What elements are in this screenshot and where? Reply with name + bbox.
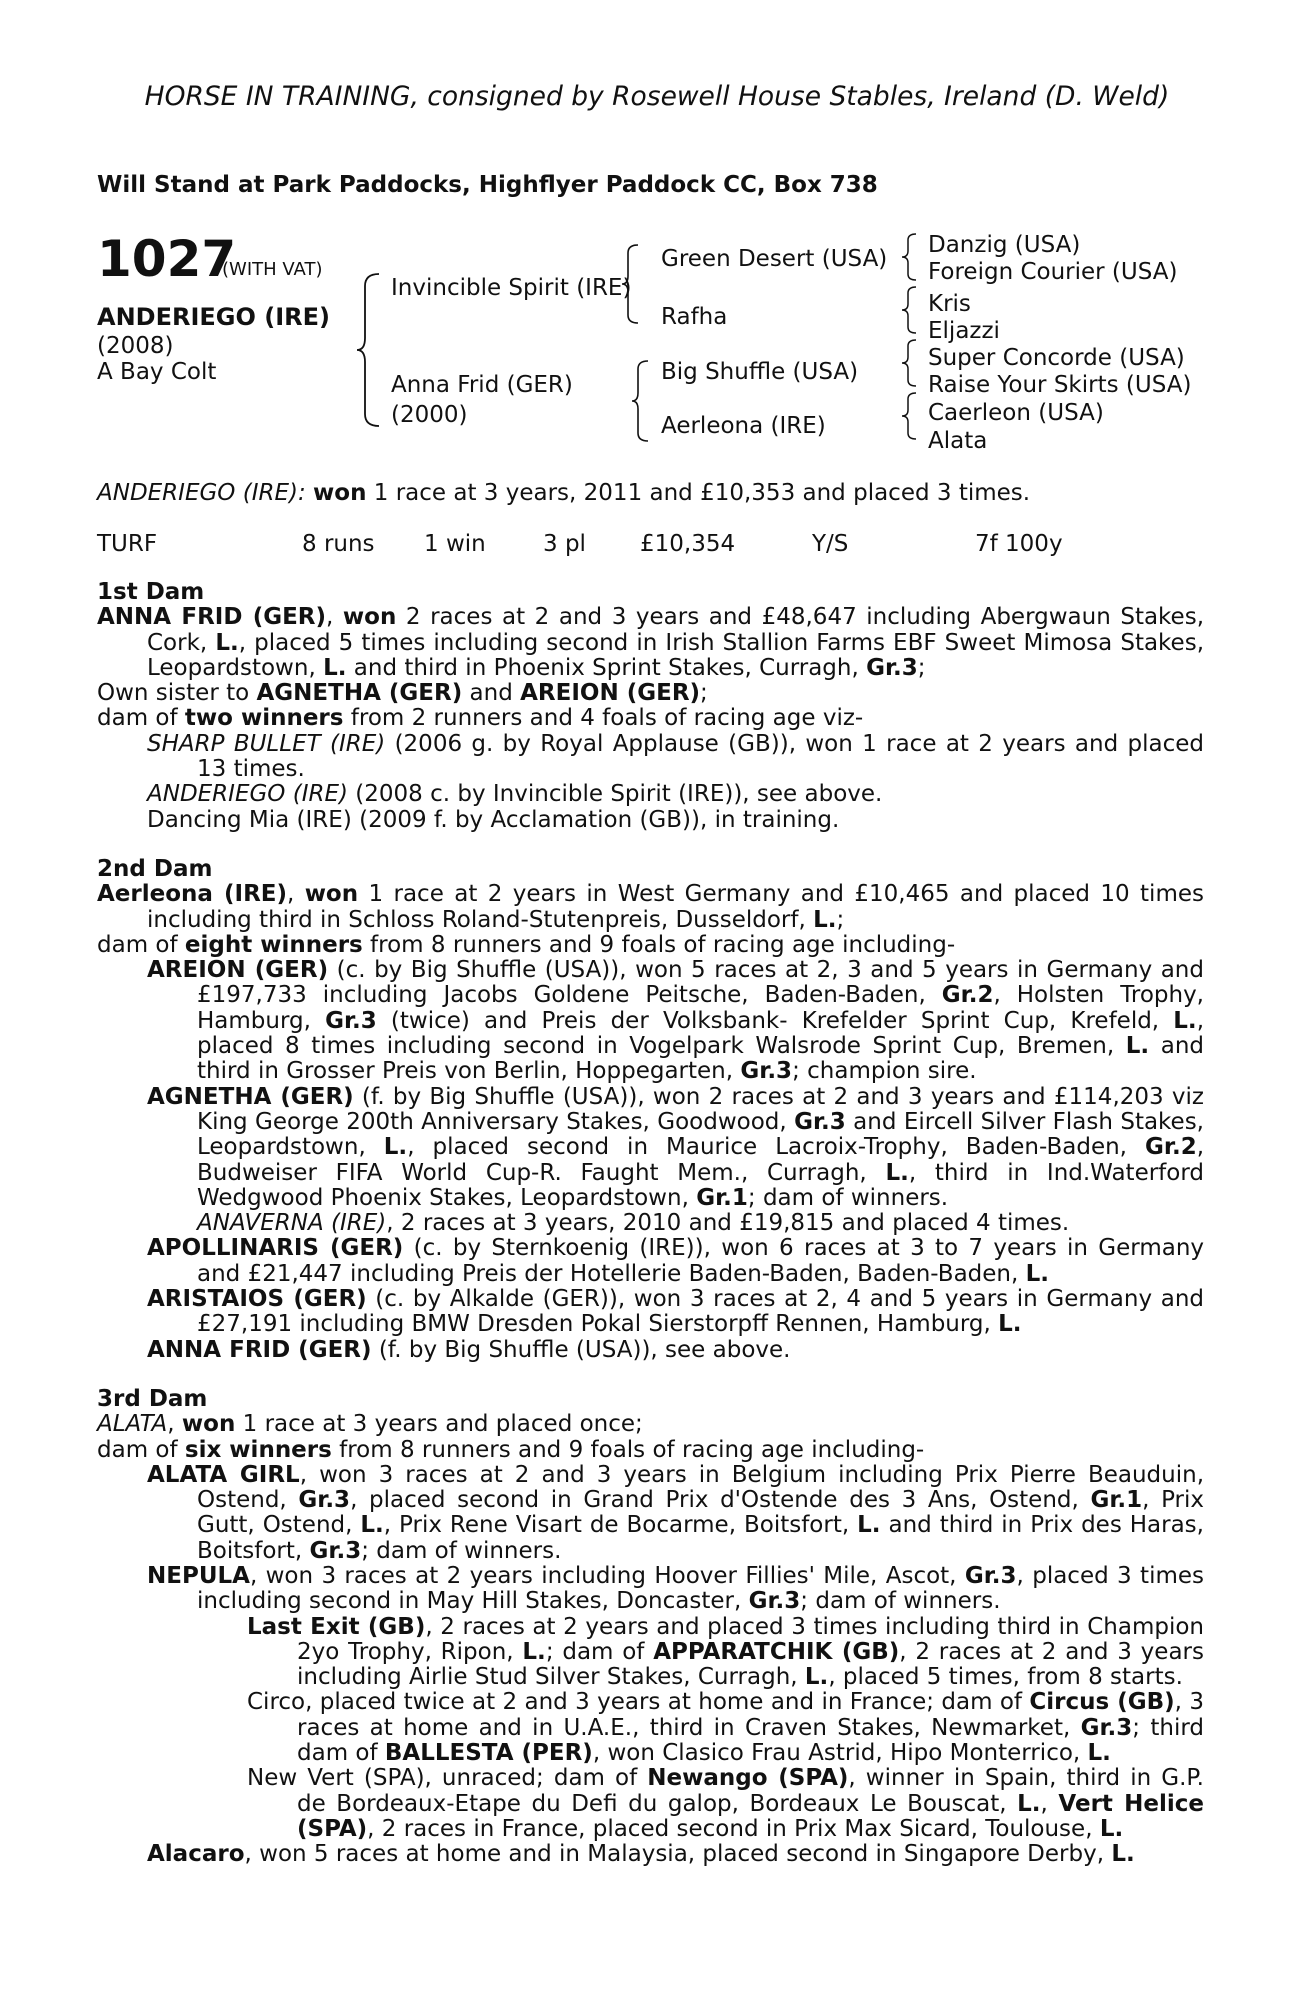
- pedigree-g3-8: Alata: [928, 428, 988, 454]
- second-dam-offspring: AGNETHA (GER) (f. by Big Shuffle (USA)), won 2 races at 2 and 3 years and £114,203 viz King George 200th Anniversary Stakes, Goodwood, Gr.3 and Eircell Silver Flash Stakes, Leopardstown, L., placed second in Maurice Lacroix-Trophy, Baden-Baden, Gr.2, Budweiser FIFA World Cup-R. Faught Mem., Curragh, L., third in Ind.Waterford Wedgwood Phoenix Stakes, Leopardstown, Gr.1; dam of winners.: [147, 1083, 1205, 1211]
- second-dam-offspring: ANNA FRID (GER) (f. by Big Shuffle (USA)), see above.: [147, 1336, 791, 1363]
- first-dam-heading: 1st Dam: [97, 579, 205, 605]
- pedigree-g3-5: Super Concorde (USA): [928, 345, 1185, 371]
- lot-number: 1027: [97, 230, 237, 288]
- first-dam-offspring: ANDERIEGO (IRE) (2008 c. by Invincible Spirit (IRE)), see above.: [147, 781, 883, 808]
- second-dam-heading: 2nd Dam: [97, 855, 213, 882]
- first-dam-offspring: SHARP BULLET (IRE) (2006 g. by Royal Applause (GB)), won 1 race at 2 years and placed 13 times.: [147, 730, 1204, 783]
- turf-ys: Y/S: [812, 531, 849, 557]
- second-dam-offspring: AREION (GER) (c. by Big Shuffle (USA)), won 5 races at 2, 3 and 5 years in Germany and £197,733 including Jacobs Goldene Peitsche, Baden-Baden, Gr.2, Holsten Trophy, Hamburg, Gr.3 (twice) and Preis der Volksbank- Krefelder Sprint Cup, Krefeld, L., placed 8 times including second in Vogelpark Walsrode Sprint Cup, Bremen, L. and third in Grosser Preis von Berlin, Hoppegarten, Gr.3; champion sire.: [147, 957, 1204, 1085]
- page-title: HORSE IN TRAINING, consigned by Rosewell House Stables, Ireland (D. Weld): [144, 81, 1170, 112]
- pedigree-sire-dam: Rafha: [661, 304, 728, 330]
- pedigree-sire: Invincible Spirit (IRE): [391, 275, 632, 301]
- third-dam-grandoffspring: Last Exit (GB), 2 races at 2 years and placed 3 times including third in Champion 2yo Trophy, Ripon, L.; dam of APPARATCHIK (GB), 2 races at 2 and 3 years including Airlie Stud Silver Stakes, Curragh, L., placed 5 times, from 8 starts.: [247, 1613, 1204, 1691]
- pedigree-dam: Anna Frid (GER): [391, 372, 573, 398]
- second-dam-produce: dam of eight winners from 8 runners and 9 foals of racing age including-: [97, 931, 956, 958]
- pedigree-brace-g3-4: [900, 391, 920, 441]
- third-dam-offspring: Alacaro, won 5 races at home and in Malaysia, placed second in Singapore Derby, L.: [147, 1841, 1135, 1868]
- race-summary: ANDERIEGO (IRE): won 1 race at 3 years, 2011 and £10,353 and placed 3 times.: [97, 480, 1031, 506]
- first-dam-offspring: Dancing Mia (IRE) (2009 f. by Acclamation (GB)), in training.: [147, 806, 840, 833]
- second-dam-entry: Aerleona (IRE), won 1 race at 2 years in West Germany and £10,465 and placed 10 times including third in Schloss Roland-Stutenpreis, Dusseldorf, L.;: [97, 881, 1204, 933]
- third-dam-offspring: ALATA GIRL, won 3 races at 2 and 3 years in Belgium including Prix Pierre Beauduin, Ostend, Gr.3, placed second in Grand Prix d'Ostende des 3 Ans, Ostend, Gr.1, Prix Gutt, Ostend, L., Prix Rene Visart de Bocarme, Boitsfort, L. and third in Prix des Haras, Boitsfort, Gr.3; dam of winners.: [147, 1461, 1205, 1564]
- pedigree-dam-sire: Big Shuffle (USA): [661, 359, 859, 385]
- second-dam-grandoffspring: ANAVERNA (IRE), 2 races at 3 years, 2010 and £19,815 and placed 4 times.: [197, 1210, 1070, 1237]
- pedigree-g3-3: Kris: [928, 291, 971, 317]
- third-dam-produce: dam of six winners from 8 runners and 9 foals of racing age including-: [97, 1436, 925, 1463]
- turf-distance: 7f 100y: [975, 531, 1063, 557]
- second-dam-offspring: APOLLINARIS (GER) (c. by Sternkoenig (IRE)), won 6 races at 3 to 7 years in Germany and £21,447 including Preis der Hotellerie Baden-Baden, Baden-Baden, L.: [147, 1235, 1205, 1287]
- turf-wins: 1 win: [424, 531, 486, 557]
- third-dam-heading: 3rd Dam: [97, 1385, 208, 1412]
- pedigree-brace-g3-3: [900, 338, 920, 388]
- second-dam-offspring: ARISTAIOS (GER) (c. by Alkalde (GER)), won 3 races at 2, 4 and 5 years in Germany and £27,191 including BMW Dresden Pokal Sierstorpff Rennen, Hamburg, L.: [147, 1286, 1204, 1338]
- vat-note: (WITH VAT): [222, 259, 323, 280]
- pedigree-g3-6: Raise Your Skirts (USA): [928, 372, 1192, 398]
- pedigree-g3-1: Danzig (USA): [928, 232, 1081, 258]
- turf-label: TURF: [97, 531, 158, 557]
- third-dam-grandoffspring: New Vert (SPA), unraced; dam of Newango (SPA), winner in Spain, third in G.P. de Bordeaux-Etape du Defi du galop, Bordeaux Le Bouscat, L., Vert Helice (SPA), 2 races in France, placed second in Prix Max Sicard, Toulouse, L.: [247, 1765, 1205, 1842]
- first-dam-entry: ANNA FRID (GER), won 2 races at 2 and 3 years and £48,647 including Abergwaun Stakes, Cork, L., placed 5 times including second in Irish Stallion Farms EBF Sweet Mimosa Stakes, Leopardstown, L. and third in Phoenix Sprint Stakes, Curragh, Gr.3;: [97, 604, 1205, 681]
- horse-description: A Bay Colt: [97, 359, 217, 385]
- third-dam-grandoffspring: Circo, placed twice at 2 and 3 years at home and in France; dam of Circus (GB), 3 races at home and in U.A.E., third in Craven Stakes, Newmarket, Gr.3; third dam of BALLESTA (PER), won Clasico Frau Astrid, Hipo Monterrico, L.: [247, 1689, 1204, 1767]
- pedigree-sire-sire: Green Desert (USA): [661, 246, 888, 272]
- stand-info: Will Stand at Park Paddocks, Highflyer Paddock CC, Box 738: [97, 172, 878, 198]
- horse-year: (2008): [97, 333, 174, 359]
- pedigree-brace-dam: [630, 359, 652, 443]
- pedigree-g3-2: Foreign Courier (USA): [928, 259, 1178, 285]
- turf-placed: 3 pl: [543, 531, 586, 557]
- pedigree-brace-main: [355, 272, 385, 428]
- pedigree-dam-dam: Aerleona (IRE): [661, 413, 826, 439]
- first-dam-sister: Own sister to AGNETHA (GER) and AREION (GER);: [97, 680, 708, 707]
- pedigree-g3-7: Caerleon (USA): [928, 400, 1104, 426]
- horse-name: ANDERIEGO (IRE): [97, 303, 330, 331]
- pedigree-dam-year: (2000): [391, 402, 468, 428]
- pedigree-brace-g3-2: [900, 285, 920, 335]
- pedigree-g3-4: Eljazzi: [928, 318, 1000, 344]
- first-dam-produce: dam of two winners from 2 runners and 4 foals of racing age viz-: [97, 705, 864, 732]
- dam-sections: [97, 580, 1204, 1868]
- third-dam-offspring: NEPULA, won 3 races at 2 years including Hoover Fillies' Mile, Ascot, Gr.3, placed 3 times including second in May Hill Stakes, Doncaster, Gr.3; dam of winners.: [147, 1562, 1204, 1615]
- third-dam-entry: ALATA, won 1 race at 3 years and placed once;: [97, 1411, 643, 1438]
- pedigree-brace-g3-1: [900, 232, 920, 282]
- turf-runs: 8 runs: [302, 531, 375, 557]
- turf-earnings: £10,354: [640, 531, 736, 557]
